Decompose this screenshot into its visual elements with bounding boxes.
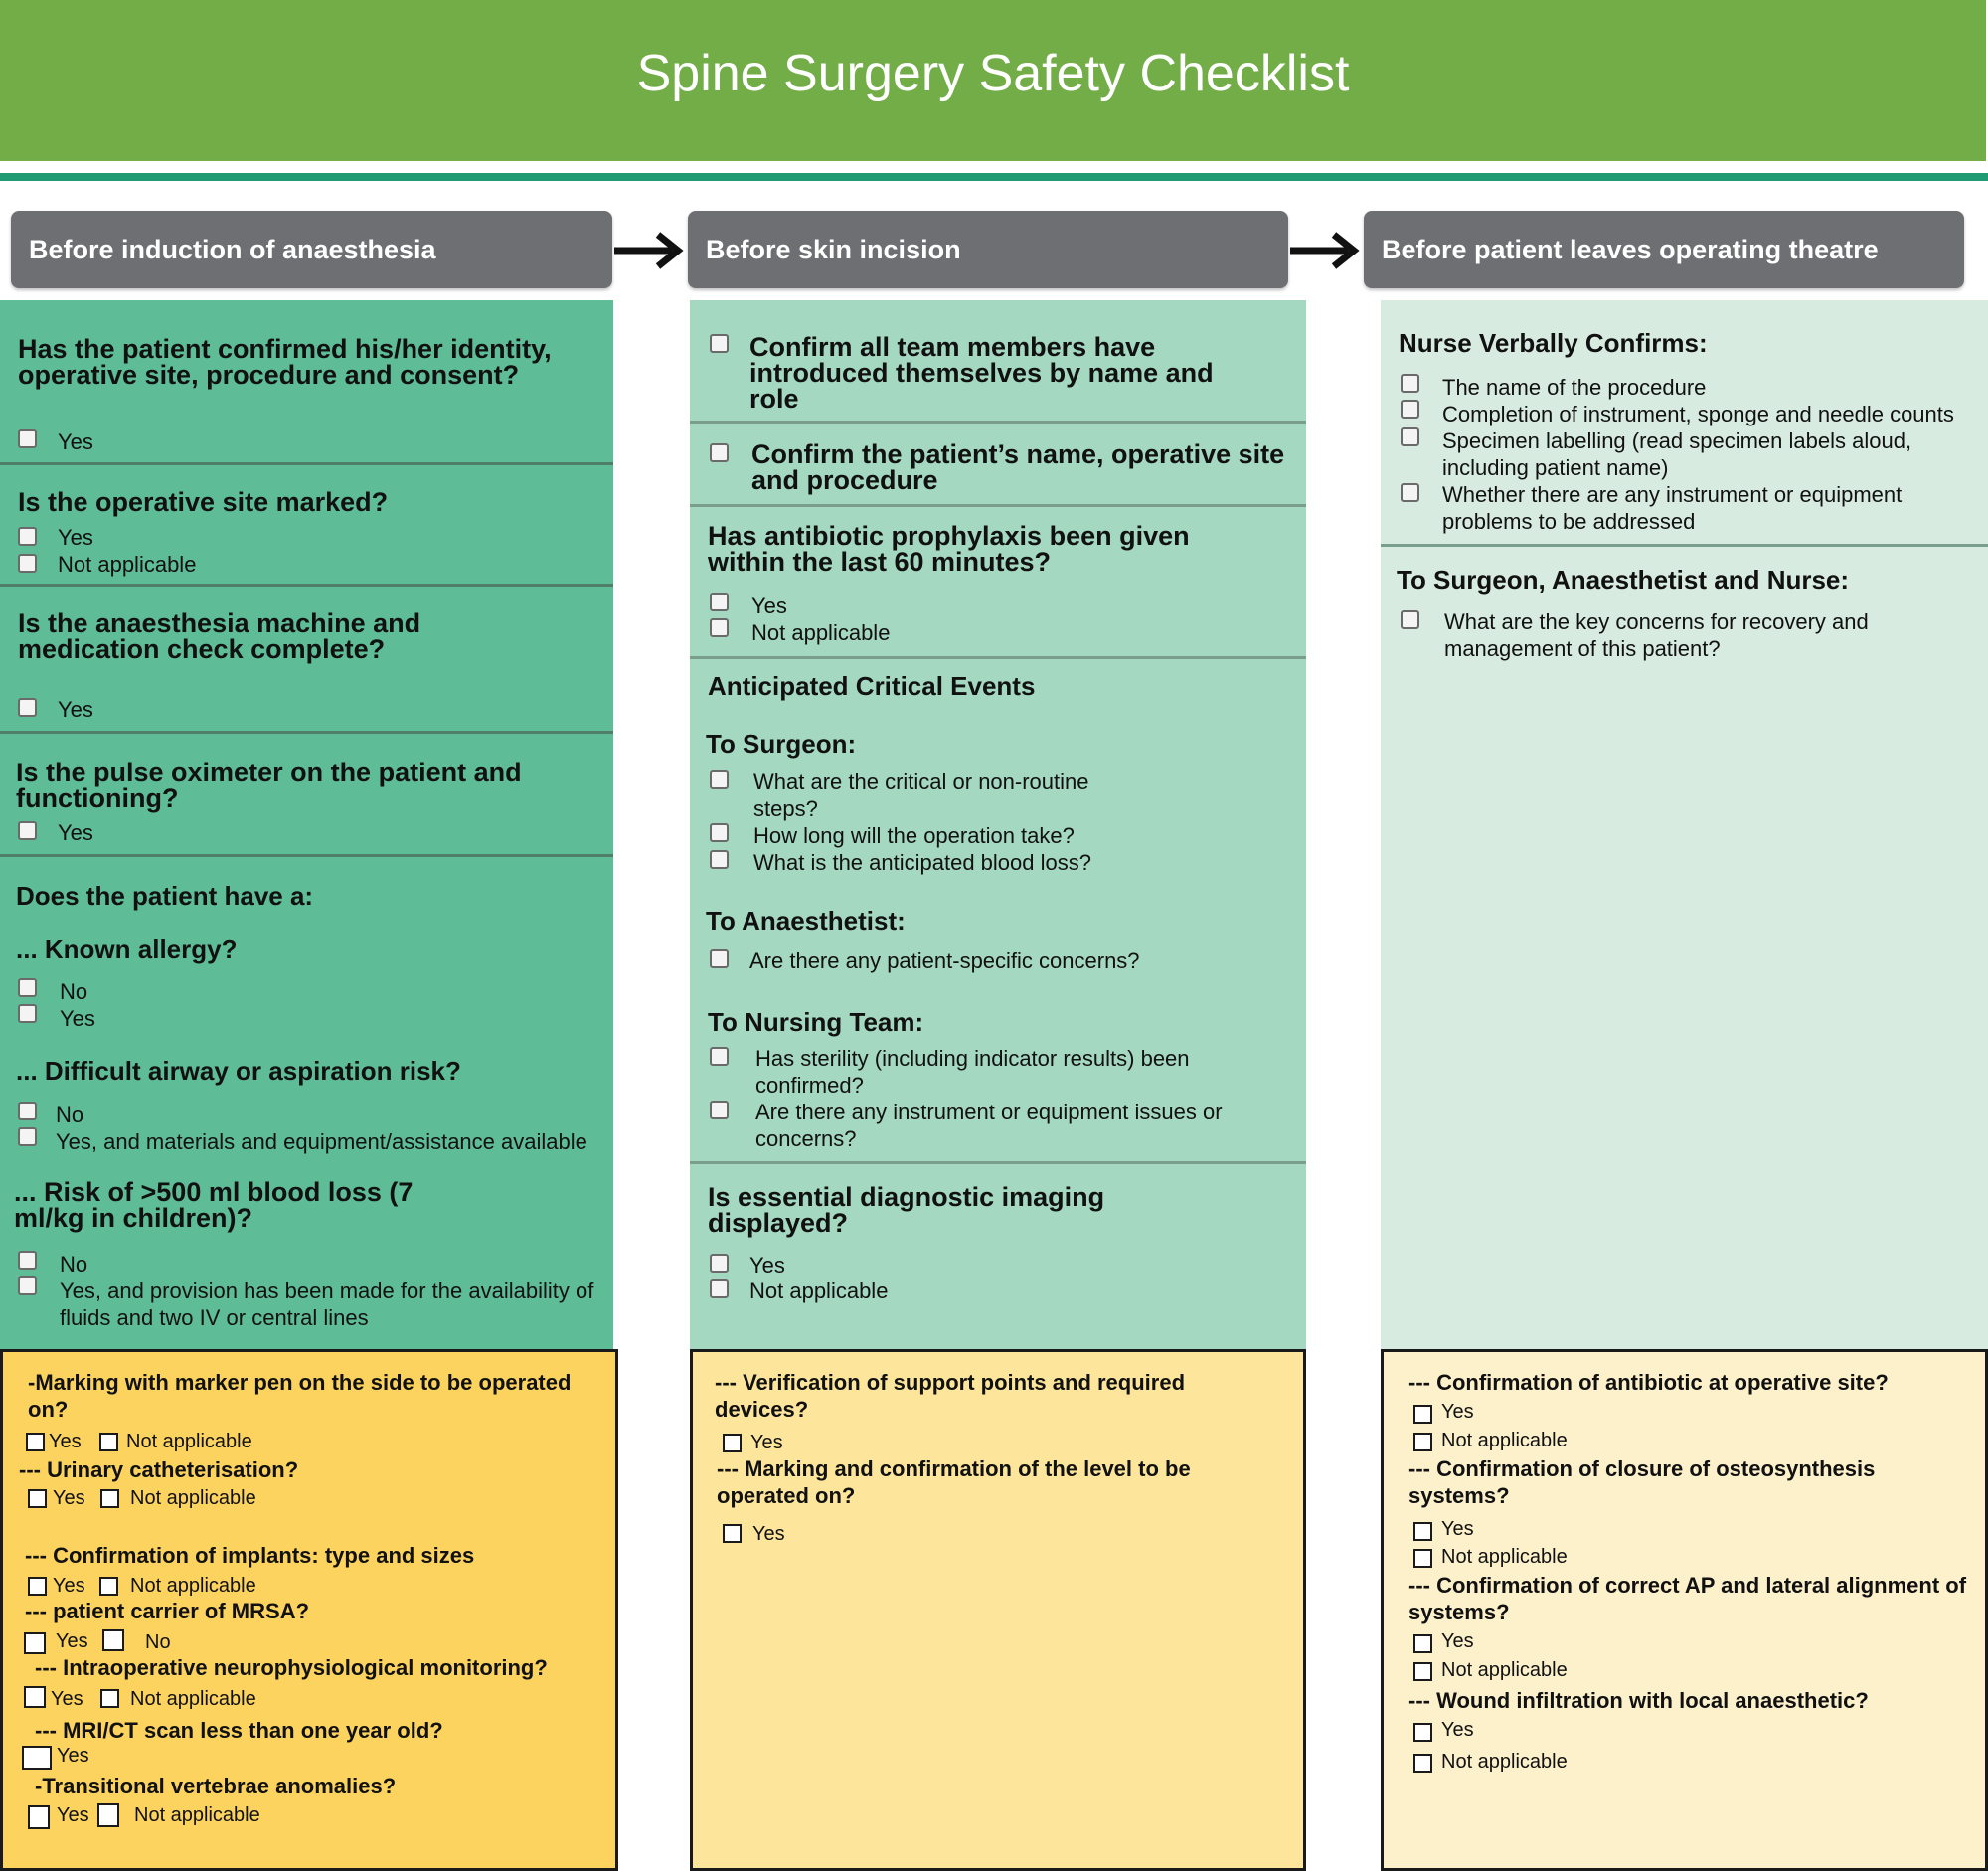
- incision-column: [690, 300, 1306, 1350]
- vertebrae-na-checkbox[interactable]: [97, 1803, 119, 1827]
- risk-section: [0, 857, 613, 1350]
- mri-question: --- MRI/CT scan less than one year old?: [35, 1718, 443, 1743]
- option-label: Yes: [1441, 1630, 1474, 1652]
- level-marking-question: --- Marking and confirmation of the level to be operated on?: [717, 1456, 1191, 1508]
- catheter-question: --- Urinary catheterisation?: [19, 1457, 299, 1482]
- critical-events-section: [690, 659, 1306, 1164]
- option-label: Are there any instrument or equipment issues or concerns?: [755, 1100, 1223, 1151]
- blood-loss-question: ... Risk of >500 ml blood loss (7 ml/kg in children)?: [14, 1177, 414, 1233]
- option-label: Not applicable: [749, 1278, 889, 1303]
- option-label: Yes: [1441, 1401, 1474, 1423]
- option-label: No: [60, 979, 88, 1004]
- option-label: What are the key concerns for recovery and management of this patient?: [1444, 609, 1869, 661]
- option-label: Not applicable: [130, 1688, 256, 1710]
- phase-header-induction: Before induction of anaesthesia: [11, 211, 612, 288]
- blood-loss-yes-checkbox[interactable]: [18, 1276, 37, 1295]
- nursing-equipment-checkbox[interactable]: [710, 1101, 729, 1119]
- option-label: Yes, and materials and equipment/assistance available: [56, 1129, 587, 1154]
- support-points-yes-checkbox[interactable]: [723, 1434, 742, 1452]
- nursing-heading: To Nursing Team:: [708, 1007, 924, 1037]
- option-label: No: [60, 1252, 88, 1276]
- option-label: Yes: [751, 594, 787, 618]
- allergy-no-checkbox[interactable]: [18, 978, 37, 997]
- imaging-yes-checkbox[interactable]: [710, 1254, 729, 1273]
- blood-loss-no-checkbox[interactable]: [18, 1251, 37, 1270]
- option-label: Yes: [58, 525, 93, 550]
- implants-yes-checkbox[interactable]: [28, 1577, 47, 1596]
- antibiotic-site-na-checkbox[interactable]: [1413, 1433, 1432, 1451]
- vertebrae-question: -Transitional vertebrae anomalies?: [35, 1774, 397, 1798]
- phase-header-incision: Before skin incision: [688, 211, 1288, 288]
- surgeon-heading: To Surgeon:: [706, 729, 857, 759]
- specimen-checkbox[interactable]: [1401, 427, 1419, 446]
- spine-checks-leaving: [1381, 1349, 1988, 1871]
- antibiotic-site-question: --- Confirmation of antibiotic at operative site?: [1408, 1370, 1889, 1395]
- antibiotic-question: Has antibiotic prophylaxis been given within the last 60 minutes?: [708, 521, 1190, 577]
- antibiotic-na-checkbox[interactable]: [710, 618, 729, 637]
- option-label: Not applicable: [1441, 1659, 1568, 1681]
- team-intro-item: Confirm all team members have introduced themselves by name and role: [749, 332, 1214, 414]
- osteosynthesis-question: --- Confirmation of closure of osteosynthesis systems?: [1408, 1456, 1876, 1508]
- mrsa-question: --- patient carrier of MRSA?: [25, 1599, 310, 1623]
- anaesthesia-yes-checkbox[interactable]: [18, 698, 37, 717]
- option-label: What are the critical or non-routine steps?: [753, 769, 1089, 821]
- option-label: No: [56, 1103, 84, 1127]
- team-intro-section: [690, 300, 1306, 424]
- option-label: Specimen labelling (read specimen labels aloud, including patient name): [1442, 428, 1912, 480]
- airway-no-checkbox[interactable]: [18, 1102, 37, 1120]
- allergy-question: ... Known allergy?: [16, 935, 238, 964]
- option-label: Yes: [58, 429, 93, 454]
- patient-confirm-item: Confirm the patient’s name, operative site and procedure: [751, 439, 1285, 495]
- option-label: Not applicable: [751, 620, 891, 645]
- site-marked-question: Is the operative site marked?: [18, 487, 389, 517]
- marking-yes-checkbox[interactable]: [26, 1433, 45, 1451]
- option-label: No: [145, 1631, 171, 1653]
- option-label: Yes: [53, 1575, 85, 1597]
- option-label: Yes: [60, 1006, 95, 1031]
- option-label: Not applicable: [1441, 1751, 1568, 1773]
- nurse-confirms-heading: Nurse Verbally Confirms:: [1399, 328, 1708, 358]
- surgeon-steps-checkbox[interactable]: [710, 770, 729, 789]
- alignment-question: --- Confirmation of correct AP and lateral alignment of systems?: [1408, 1573, 1967, 1624]
- alignment-yes-checkbox[interactable]: [1413, 1634, 1432, 1653]
- marking-na-checkbox[interactable]: [99, 1433, 118, 1451]
- surgeon-blood-loss-checkbox[interactable]: [710, 850, 729, 869]
- leaving-column: [1381, 300, 1988, 1350]
- oximeter-yes-checkbox[interactable]: [18, 821, 37, 840]
- option-label: Not applicable: [130, 1575, 256, 1597]
- phase-header-leaving: Before patient leaves operating theatre: [1364, 211, 1964, 288]
- page-title: Spine Surgery Safety Checklist: [636, 45, 1350, 102]
- identity-question: Has the patient confirmed his/her identity, operative site, procedure and consent?: [18, 334, 552, 390]
- team-concerns-section: [1381, 547, 1988, 1350]
- spine-checks-incision: [690, 1349, 1306, 1871]
- wound-yes-checkbox[interactable]: [1413, 1723, 1432, 1742]
- arrow-right-icon: [614, 231, 684, 270]
- osteosynthesis-na-checkbox[interactable]: [1413, 1549, 1432, 1568]
- option-label: Yes: [56, 1630, 88, 1652]
- anaesthetist-concerns-checkbox[interactable]: [710, 949, 729, 968]
- anaesthesia-check-section: [0, 587, 613, 734]
- option-label: Yes: [57, 1804, 89, 1826]
- option-label: Yes: [1441, 1518, 1474, 1540]
- option-label: Yes: [49, 1431, 82, 1452]
- arrow-right-icon: [1290, 231, 1360, 270]
- equipment-problems-checkbox[interactable]: [1401, 483, 1419, 502]
- option-label: Yes: [58, 697, 93, 722]
- nurse-confirms-section: [1381, 300, 1988, 547]
- imaging-na-checkbox[interactable]: [710, 1279, 729, 1298]
- vertebrae-yes-checkbox[interactable]: [28, 1805, 50, 1829]
- option-label: Yes: [57, 1745, 89, 1767]
- neuromonitoring-question: --- Intraoperative neurophysiological monitoring?: [35, 1655, 548, 1680]
- identity-section: [0, 300, 613, 465]
- option-label: Not applicable: [1441, 1546, 1568, 1568]
- catheter-na-checkbox[interactable]: [100, 1489, 119, 1508]
- option-label: Yes: [58, 820, 93, 845]
- oximeter-section: [0, 734, 613, 857]
- spine-checks-induction: [0, 1349, 618, 1871]
- title-banner: [0, 0, 1986, 161]
- option-label: Not applicable: [126, 1431, 252, 1452]
- option-label: How long will the operation take?: [753, 823, 1075, 848]
- marking-question: -Marking with marker pen on the side to be operated on?: [28, 1370, 572, 1422]
- implants-na-checkbox[interactable]: [99, 1577, 118, 1596]
- option-label: Yes: [51, 1688, 83, 1710]
- neuromonitoring-na-checkbox[interactable]: [100, 1689, 119, 1708]
- site-marked-section: [0, 465, 613, 587]
- patient-confirm-section: [690, 424, 1306, 507]
- airway-question: ... Difficult airway or aspiration risk?: [16, 1056, 461, 1086]
- procedure-name-checkbox[interactable]: [1401, 374, 1419, 393]
- anaesthesia-check-question: Is the anaesthesia machine and medication check complete?: [18, 608, 421, 664]
- team-intro-checkbox[interactable]: [710, 334, 729, 353]
- option-label: Not applicable: [1441, 1430, 1568, 1451]
- identity-yes-checkbox[interactable]: [18, 429, 37, 448]
- allergy-yes-checkbox[interactable]: [18, 1004, 37, 1023]
- wound-na-checkbox[interactable]: [1413, 1754, 1432, 1773]
- imaging-section: [690, 1164, 1306, 1350]
- patient-confirm-checkbox[interactable]: [710, 443, 729, 462]
- antibiotic-site-yes-checkbox[interactable]: [1413, 1405, 1432, 1424]
- option-label: Not applicable: [58, 552, 197, 577]
- site-yes-checkbox[interactable]: [18, 527, 37, 546]
- option-label: Yes: [53, 1487, 85, 1509]
- alignment-na-checkbox[interactable]: [1413, 1662, 1432, 1681]
- imaging-question: Is essential diagnostic imaging displayed?: [708, 1182, 1105, 1238]
- option-label: Are there any patient-specific concerns?: [749, 948, 1140, 973]
- recovery-concerns-checkbox[interactable]: [1401, 610, 1419, 629]
- implants-question: --- Confirmation of implants: type and sizes: [25, 1543, 475, 1568]
- divider-rule: [0, 173, 1988, 181]
- site-na-checkbox[interactable]: [18, 554, 37, 573]
- option-label: Yes: [752, 1523, 785, 1545]
- option-label: Whether there are any instrument or equipment problems to be addressed: [1442, 482, 1903, 534]
- nursing-sterility-checkbox[interactable]: [710, 1047, 729, 1066]
- option-label: Not applicable: [130, 1487, 256, 1509]
- option-label: Yes: [1441, 1719, 1474, 1741]
- mrsa-yes-checkbox[interactable]: [24, 1632, 46, 1654]
- option-label: Yes: [749, 1253, 785, 1277]
- surgeon-duration-checkbox[interactable]: [710, 823, 729, 842]
- counts-checkbox[interactable]: [1401, 400, 1419, 419]
- antibiotic-section: [690, 507, 1306, 659]
- level-marking-yes-checkbox[interactable]: [723, 1524, 742, 1543]
- option-label: Completion of instrument, sponge and needle counts: [1442, 402, 1954, 426]
- catheter-yes-checkbox[interactable]: [28, 1489, 47, 1508]
- option-label: Has sterility (including indicator results) been confirmed?: [755, 1046, 1190, 1098]
- oximeter-question: Is the pulse oximeter on the patient and functioning?: [16, 758, 522, 813]
- option-label: The name of the procedure: [1442, 375, 1707, 400]
- neuromonitoring-yes-checkbox[interactable]: [24, 1686, 46, 1708]
- airway-yes-checkbox[interactable]: [18, 1127, 37, 1146]
- osteosynthesis-yes-checkbox[interactable]: [1413, 1522, 1432, 1541]
- critical-events-heading: Anticipated Critical Events: [708, 671, 1036, 701]
- anaesthetist-heading: To Anaesthetist:: [706, 906, 906, 936]
- risk-heading: Does the patient have a:: [16, 881, 314, 911]
- support-points-question: --- Verification of support points and required devices?: [715, 1370, 1186, 1422]
- mrsa-no-checkbox[interactable]: [102, 1629, 124, 1651]
- option-label: Yes, and provision has been made for the availability of fluids and two IV or central lines: [60, 1278, 594, 1330]
- option-label: Not applicable: [134, 1804, 260, 1826]
- option-label: What is the anticipated blood loss?: [753, 850, 1091, 875]
- mri-yes-checkbox[interactable]: [22, 1746, 52, 1770]
- team-concerns-heading: To Surgeon, Anaesthetist and Nurse:: [1397, 565, 1850, 595]
- induction-column: [0, 300, 613, 1350]
- option-label: Yes: [750, 1432, 783, 1453]
- wound-infiltration-question: --- Wound infiltration with local anaesthetic?: [1408, 1688, 1869, 1713]
- antibiotic-yes-checkbox[interactable]: [710, 593, 729, 611]
